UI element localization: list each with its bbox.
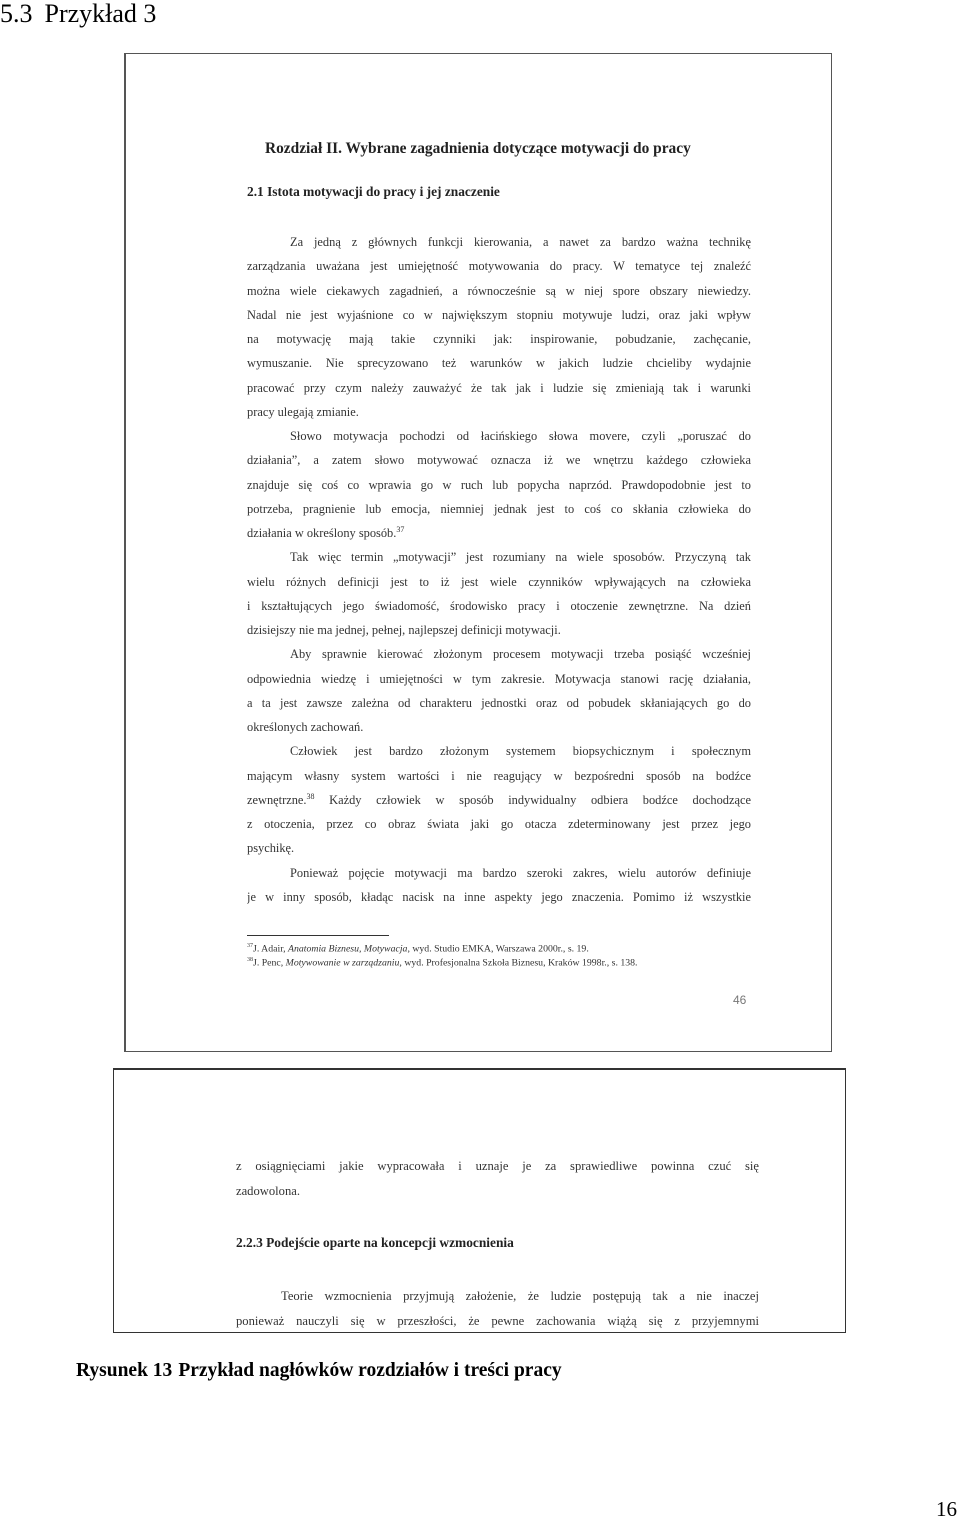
text-line bbox=[247, 642, 751, 666]
subsection-title: 2.1 Istota motywacji do pracy i jej znaczenie bbox=[247, 184, 500, 199]
line-text: zarządzania uważana jest umiejętność motywowania do pracy. W tematyce tej znaleźć bbox=[247, 259, 751, 274]
figure-caption bbox=[76, 1360, 562, 1382]
line-text: pracy ulegają zmianie. bbox=[247, 404, 359, 419]
footnote-38 bbox=[247, 954, 638, 969]
text-line bbox=[247, 400, 751, 424]
text-line bbox=[247, 351, 751, 375]
text-line bbox=[247, 788, 751, 812]
line-text: mającym własny system wartości i nie reagujący w bezpośredni sposób na bodźce bbox=[247, 768, 751, 783]
chapter-title: Rozdział II. Wybrane zagadnienia dotyczące motywacji do pracy bbox=[265, 140, 691, 157]
line-text: Każdy człowiek w sposób indywidualny odbiera bodźce dochodzące bbox=[314, 792, 751, 807]
line-text: Za jedną z głównych funkcji kierowania, a nawet za bardzo ważna technikę bbox=[290, 235, 751, 249]
footnote-title: Anatomia Biznesu, Motywacja bbox=[287, 943, 408, 955]
line-text: dzisiejszy nie ma jednej, pełnej, najlepszej definicji motywacji. bbox=[247, 623, 561, 637]
footnote-37 bbox=[247, 940, 589, 955]
text-line bbox=[247, 885, 751, 909]
body-text bbox=[247, 230, 751, 909]
line-text: zewnętrzne. bbox=[247, 792, 307, 807]
text-line bbox=[247, 448, 751, 472]
text-line bbox=[247, 424, 751, 448]
line-text: je w inny sposób, kładąc nacisk na inne aspekty jego znaczenia. Pomimo iż wszystkie bbox=[247, 889, 751, 904]
text-line bbox=[247, 570, 751, 594]
line-text: wymuszanie. Nie sprecyzowano też warunków w jakich ludzie chcieliby wydajnie bbox=[247, 356, 751, 371]
section-title: Przykład 3 bbox=[44, 0, 157, 28]
text-line bbox=[247, 279, 751, 303]
fragment-text-bottom bbox=[236, 1284, 759, 1333]
figure-page-screenshot bbox=[124, 53, 832, 1052]
text-line bbox=[247, 497, 751, 521]
line-text: wielu różnych definicji jest to iż jest wiele czynników wpływających na człowieka bbox=[247, 574, 751, 589]
line-text: z otoczenia, przez co obraz świata jaki go otacza zdeterminowany jest przez jego bbox=[247, 817, 751, 831]
text-line bbox=[247, 473, 751, 497]
text-line bbox=[247, 861, 751, 885]
footnote-details: , wyd. Profesjonalna Szkoła Biznesu, Kraków 1998r., s. 138. bbox=[399, 957, 638, 969]
line-text: a ta jest zawsze zależna od charakteru jednostki oraz od pobudek skłaniających go do bbox=[247, 695, 751, 710]
text-line bbox=[247, 327, 751, 351]
footnote-number: 37 bbox=[247, 943, 253, 949]
fragment-heading: 2.2.3 Podejście oparte na koncepcji wzmocnienia bbox=[236, 1235, 514, 1250]
line-text: można wiele ciekawych zagadnień, a równocześnie są w niej spore obszary niewiedzy. bbox=[247, 283, 751, 298]
footnote-author: J. Adair, bbox=[253, 943, 288, 955]
text-line bbox=[247, 812, 751, 836]
line-text: Teorie wzmocnienia przyjmują założenie, że ludzie postępują tak a nie inaczej bbox=[281, 1289, 759, 1303]
figure-fragment-screenshot bbox=[113, 1068, 846, 1333]
text-line bbox=[247, 230, 751, 254]
text-line bbox=[236, 1284, 759, 1309]
line-text: Tak więc termin „motywacji” jest rozumiany na wiele sposobów. Przyczyną tak bbox=[290, 550, 751, 565]
text-line bbox=[247, 691, 751, 715]
caption-text: Przykład nagłówków rozdziałów i treści pracy bbox=[178, 1360, 562, 1381]
line-text: Słowo motywacja pochodzi od łacińskiego słowa movere, czyli „poruszać do bbox=[290, 429, 751, 443]
line-text: psychikę. bbox=[247, 841, 295, 856]
fragment-text-top bbox=[236, 1154, 759, 1204]
line-text: i kształtujących jego świadomość, środowisko pracy i otoczenie zewnętrzne. Na dzień bbox=[247, 598, 751, 613]
section-heading bbox=[0, 0, 156, 30]
footnote-title: Motywowanie w zarządzaniu bbox=[285, 957, 400, 969]
text-line bbox=[247, 303, 751, 327]
text-line bbox=[247, 618, 751, 642]
footnote-separator bbox=[247, 935, 389, 936]
line-text: Ponieważ pojęcie motywacji ma bardzo szeroki zakres, wielu autorów definiuje bbox=[290, 865, 751, 880]
line-text: zadowolona. bbox=[236, 1184, 300, 1198]
footnote-reference: 37 bbox=[396, 524, 405, 534]
line-text: Aby sprawnie kierować złożonym procesem motywacji trzeba posiąść wcześniej bbox=[290, 647, 751, 662]
text-line bbox=[247, 594, 751, 618]
line-text: z osiągnięciami jakie wypracowała i uznaje je za sprawiedliwe powinna czuć się bbox=[236, 1159, 759, 1173]
text-line bbox=[247, 376, 751, 400]
text-line bbox=[236, 1179, 759, 1204]
line-text: Człowiek jest bardzo złożonym systemem biopsychicznym i społecznym bbox=[290, 744, 751, 759]
footnote-details: , wyd. Studio EMKA, Warszawa 2000r., s. 19. bbox=[407, 943, 589, 955]
text-line bbox=[247, 764, 751, 788]
line-text: działania w określony sposób. bbox=[247, 526, 397, 540]
caption-label: Rysunek 13 bbox=[76, 1360, 173, 1381]
footnote-author: J. Penc, bbox=[253, 957, 286, 969]
page-number: 16 bbox=[936, 1497, 957, 1521]
text-line bbox=[247, 715, 751, 739]
text-line bbox=[247, 836, 751, 860]
line-text: Nadal nie jest wyjaśnione co w największym stopniu motywuje ludzi, oraz jaki wpływ bbox=[247, 307, 751, 322]
text-line bbox=[247, 545, 751, 569]
line-text: znajduje się coś co wprawia go w ruch lub popycha naprzód. Prawdopodobnie jest to bbox=[247, 477, 751, 492]
line-text: potrzeba, pragnienie lub emocja, niemniej jednak jest to coś co skłania człowieka do bbox=[247, 501, 751, 516]
text-line bbox=[247, 667, 751, 691]
line-text: pracować przy czym należy zauważyć że tak jak i ludzie się zmieniają tak i warunki bbox=[247, 380, 751, 395]
text-line bbox=[247, 254, 751, 278]
line-text: odpowiednia wiedzę i umiejętności w tym zakresie. Motywacja stanowi rację działania, bbox=[247, 671, 751, 686]
line-text: ponieważ nauczyli się w przeszłości, że pewne zachowania wiążą się z przyjemnymi bbox=[236, 1314, 759, 1328]
footnote-number: 38 bbox=[247, 957, 253, 963]
text-line bbox=[236, 1154, 759, 1179]
text-line bbox=[247, 521, 751, 545]
text-line bbox=[247, 739, 751, 763]
figure-page-number: 46 bbox=[733, 993, 747, 1007]
line-text: na motywację mają takie czynniki jak: inspirowanie, pobudzanie, zachęcanie, bbox=[247, 332, 751, 346]
footnote-reference: 38 bbox=[306, 791, 315, 801]
line-text: działania”, a zatem słowo motywować oznacza iż we wnętrzu każdego człowieka bbox=[247, 453, 751, 468]
line-text: określonych zachowań. bbox=[247, 720, 364, 734]
text-line bbox=[236, 1309, 759, 1333]
section-number: 5.3 bbox=[0, 0, 33, 28]
